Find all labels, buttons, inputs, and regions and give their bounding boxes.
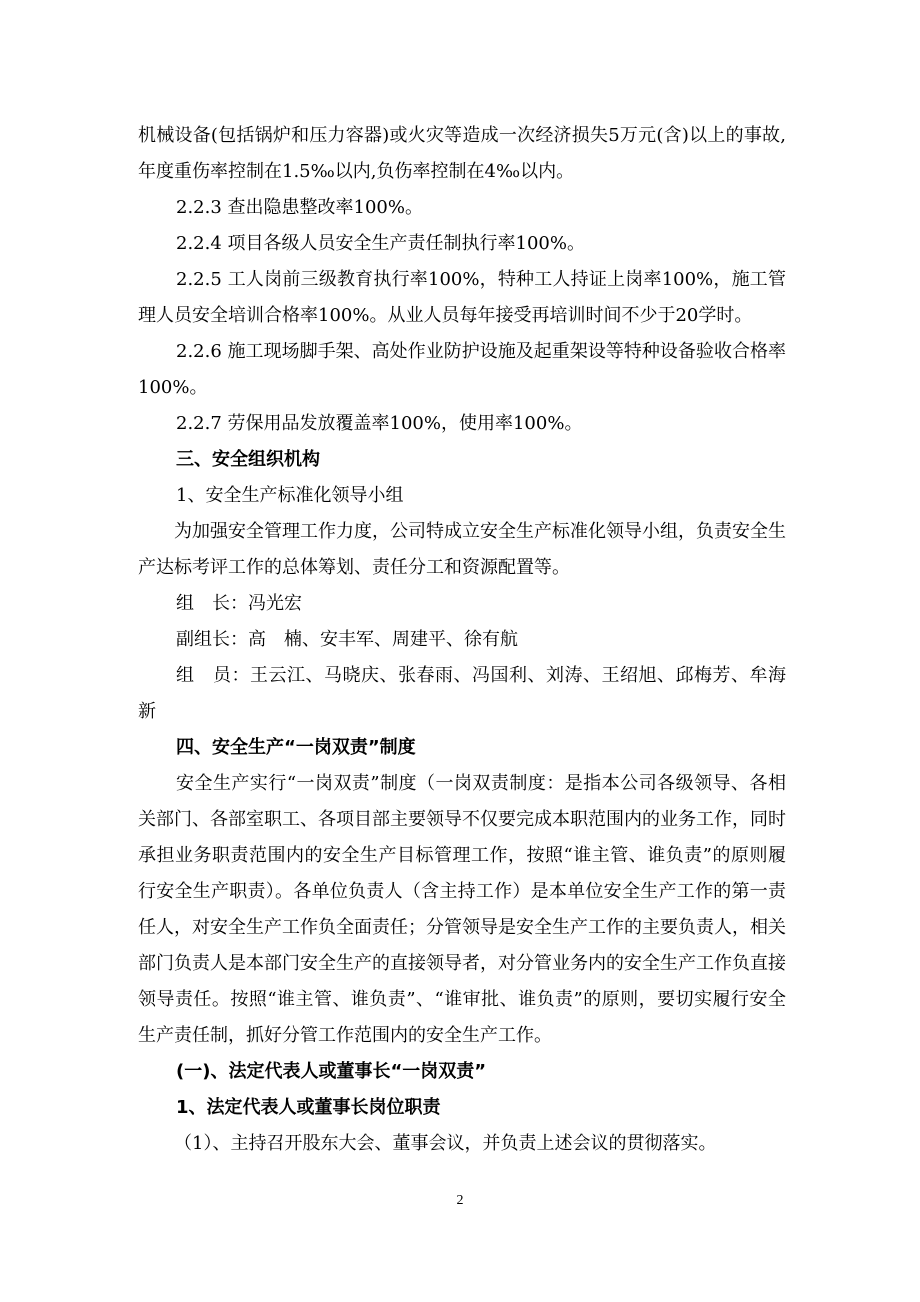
paragraph-duty-1: （1）、主持召开股东大会、董事会议，并负责上述会议的贯彻落实。 xyxy=(174,1133,717,1154)
heading-section-4: 四、安全生产“一岗双责”制度 xyxy=(176,737,416,758)
heading-section-3: 三、安全组织机构 xyxy=(176,449,320,470)
member-group-members: 组 员：王云江、马晓庆、张春雨、冯国利、刘涛、王绍旭、邱梅芳、牟海新 xyxy=(138,665,786,722)
heading-subsection-1: (一)、法定代表人或董事长“一岗双责” xyxy=(176,1061,487,1082)
heading-job-duties: 1、法定代表人或董事长岗位职责 xyxy=(176,1097,441,1118)
paragraph-2-2-6: 2.2.6 施工现场脚手架、高处作业防护设施及起重架设等特种设备验收合格率100%。 xyxy=(138,341,786,398)
member-deputy-leaders: 副组长：高 楠、安丰军、周建平、徐有航 xyxy=(176,629,518,650)
document-body xyxy=(138,118,786,1162)
paragraph-accident-target: 机械设备(包括锅炉和压力容器)或火灾等造成一次经济损失5万元(含)以上的事故,年度重伤率控制在1.5‰以内,负伤率控制在4‰以内。 xyxy=(138,125,786,182)
member-leader: 组 长：冯光宏 xyxy=(176,593,302,614)
page-number: 2 xyxy=(456,1193,464,1208)
subheading-leadership-group: 1、安全生产标准化领导小组 xyxy=(176,485,404,506)
paragraph-2-2-7: 2.2.7 劳保用品发放覆盖率100%，使用率100%。 xyxy=(176,413,583,434)
paragraph-leadership-purpose: 为加强安全管理工作力度，公司特成立安全生产标准化领导小组，负责安全生产达标考评工作的总体筹划、责任分工和资源配置等。 xyxy=(138,521,786,578)
paragraph-2-2-5: 2.2.5 工人岗前三级教育执行率100%，特种工人持证上岗率100%，施工管理人员安全培训合格率100%。从业人员每年接受再培训时间不少于20学时。 xyxy=(138,269,786,326)
paragraph-dual-responsibility: 安全生产实行“一岗双责”制度（一岗双责制度：是指本公司各级领导、各相关部门、各部室职工、各项目部主要领导不仅要完成本职范围内的业务工作，同时承担业务职责范围内的安全生产目标管理工作，按照“谁主管、谁负责”的原则履行安全生产职责）。各单位负责人（含主持工作）是本单位安全生产工作的第一责任人，对安全生产工作负全面责任；分管领导是安全生产工作的主要负责人，相关部门负责人是本部门安全生产的直接领导者，对分管业务内的安全生产工作负直接领导责任。按照“谁主管、谁负责”、“谁审批、谁负责”的原则，要切实履行安全生产责任制，抓好分管工作范围内的安全生产工作。 xyxy=(138,773,786,1046)
paragraph-2-2-4: 2.2.4 项目各级人员安全生产责任制执行率100%。 xyxy=(176,233,585,254)
paragraph-2-2-3: 2.2.3 查出隐患整改率100%。 xyxy=(176,197,423,218)
